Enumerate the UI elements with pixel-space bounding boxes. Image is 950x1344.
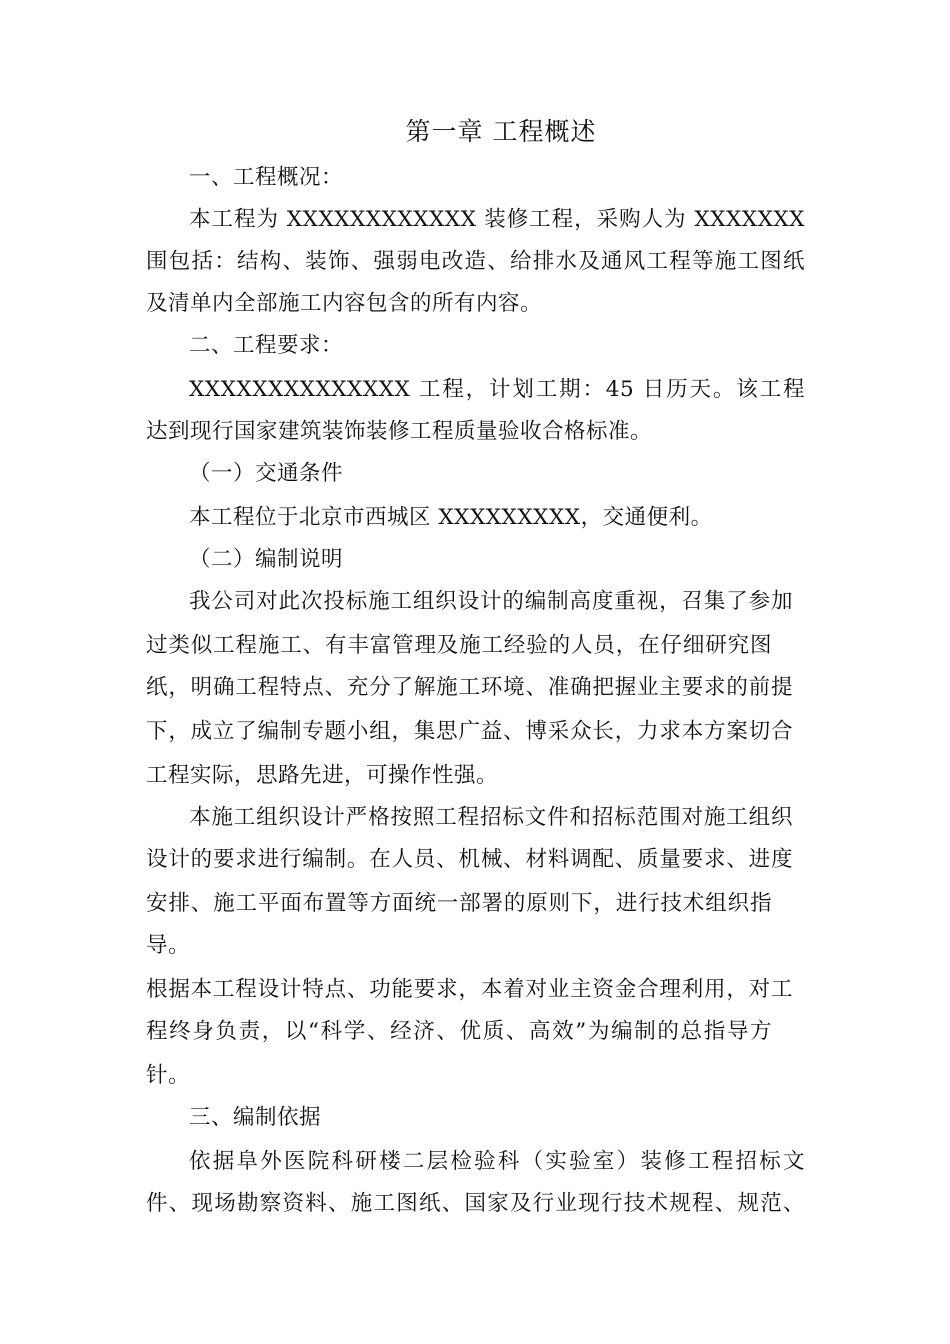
section-heading-basis: 三、编制依据	[189, 1105, 322, 1130]
paragraph-line: 及清单内全部施工内容包含的所有内容。	[146, 291, 543, 316]
paragraph-line: 达到现行国家建筑装饰装修工程质量验收合格标准。	[146, 419, 653, 444]
paragraph-line: 件、现场勘察资料、施工图纸、国家及行业现行技术规程、规范、	[146, 1191, 805, 1216]
paragraph-line: 我公司对此次投标施工组织设计的编制高度重视，召集了参加	[189, 589, 793, 614]
chapter-title: 第一章 工程概述	[405, 117, 597, 146]
paragraph-line: 围包括：结构、装饰、强弱电改造、给排水及通风工程等施工图纸	[146, 249, 805, 274]
paragraph-line: 导。	[146, 933, 191, 958]
paragraph-line: 下，成立了编制专题小组，集思广益、博采众长，力求本方案切合	[146, 719, 793, 744]
paragraph-line: 工程实际，思路先进，可操作性强。	[146, 763, 499, 788]
section-heading-requirements: 二、工程要求：	[189, 333, 344, 358]
paragraph-line: 针。	[146, 1063, 191, 1088]
paragraph-line: 依据阜外医院科研楼二层检验科（实验室）装修工程招标文	[189, 1149, 805, 1174]
section-heading-overview: 一、工程概况：	[189, 165, 344, 190]
paragraph-line: 安排、施工平面布置等方面统一部署的原则下，进行技术组织指	[146, 891, 772, 916]
paragraph-line: 设计的要求进行编制。在人员、机械、材料调配、质量要求、进度	[146, 847, 793, 872]
paragraph-line: 程终身负责，以“科学、经济、优质、高效”为编制的总指导方	[146, 1019, 772, 1044]
paragraph-line: 本施工组织设计严格按照工程招标文件和招标范围对施工组织	[189, 805, 793, 830]
paragraph-line: 本工程为 XXXXXXXXXXXX 装修工程，采购人为 XXXXXXX	[189, 207, 805, 232]
paragraph-line: 根据本工程设计特点、功能要求，本着对业主资金合理利用，对工	[146, 977, 793, 1002]
subsection-heading-compilation: （二）编制说明	[189, 547, 344, 572]
paragraph-line: 纸，明确工程特点、充分了解施工环境、准确把握业主要求的前提	[146, 675, 793, 700]
subsection-heading-traffic: （一）交通条件	[189, 461, 344, 486]
paragraph-line: 本工程位于北京市西城区 XXXXXXXXX，交通便利。	[189, 505, 713, 530]
paragraph-line: XXXXXXXXXXXXXX 工程，计划工期：45 日历天。该工程	[189, 377, 805, 402]
paragraph-line: 过类似工程施工、有丰富管理及施工经验的人员，在仔细研究图	[146, 633, 772, 658]
